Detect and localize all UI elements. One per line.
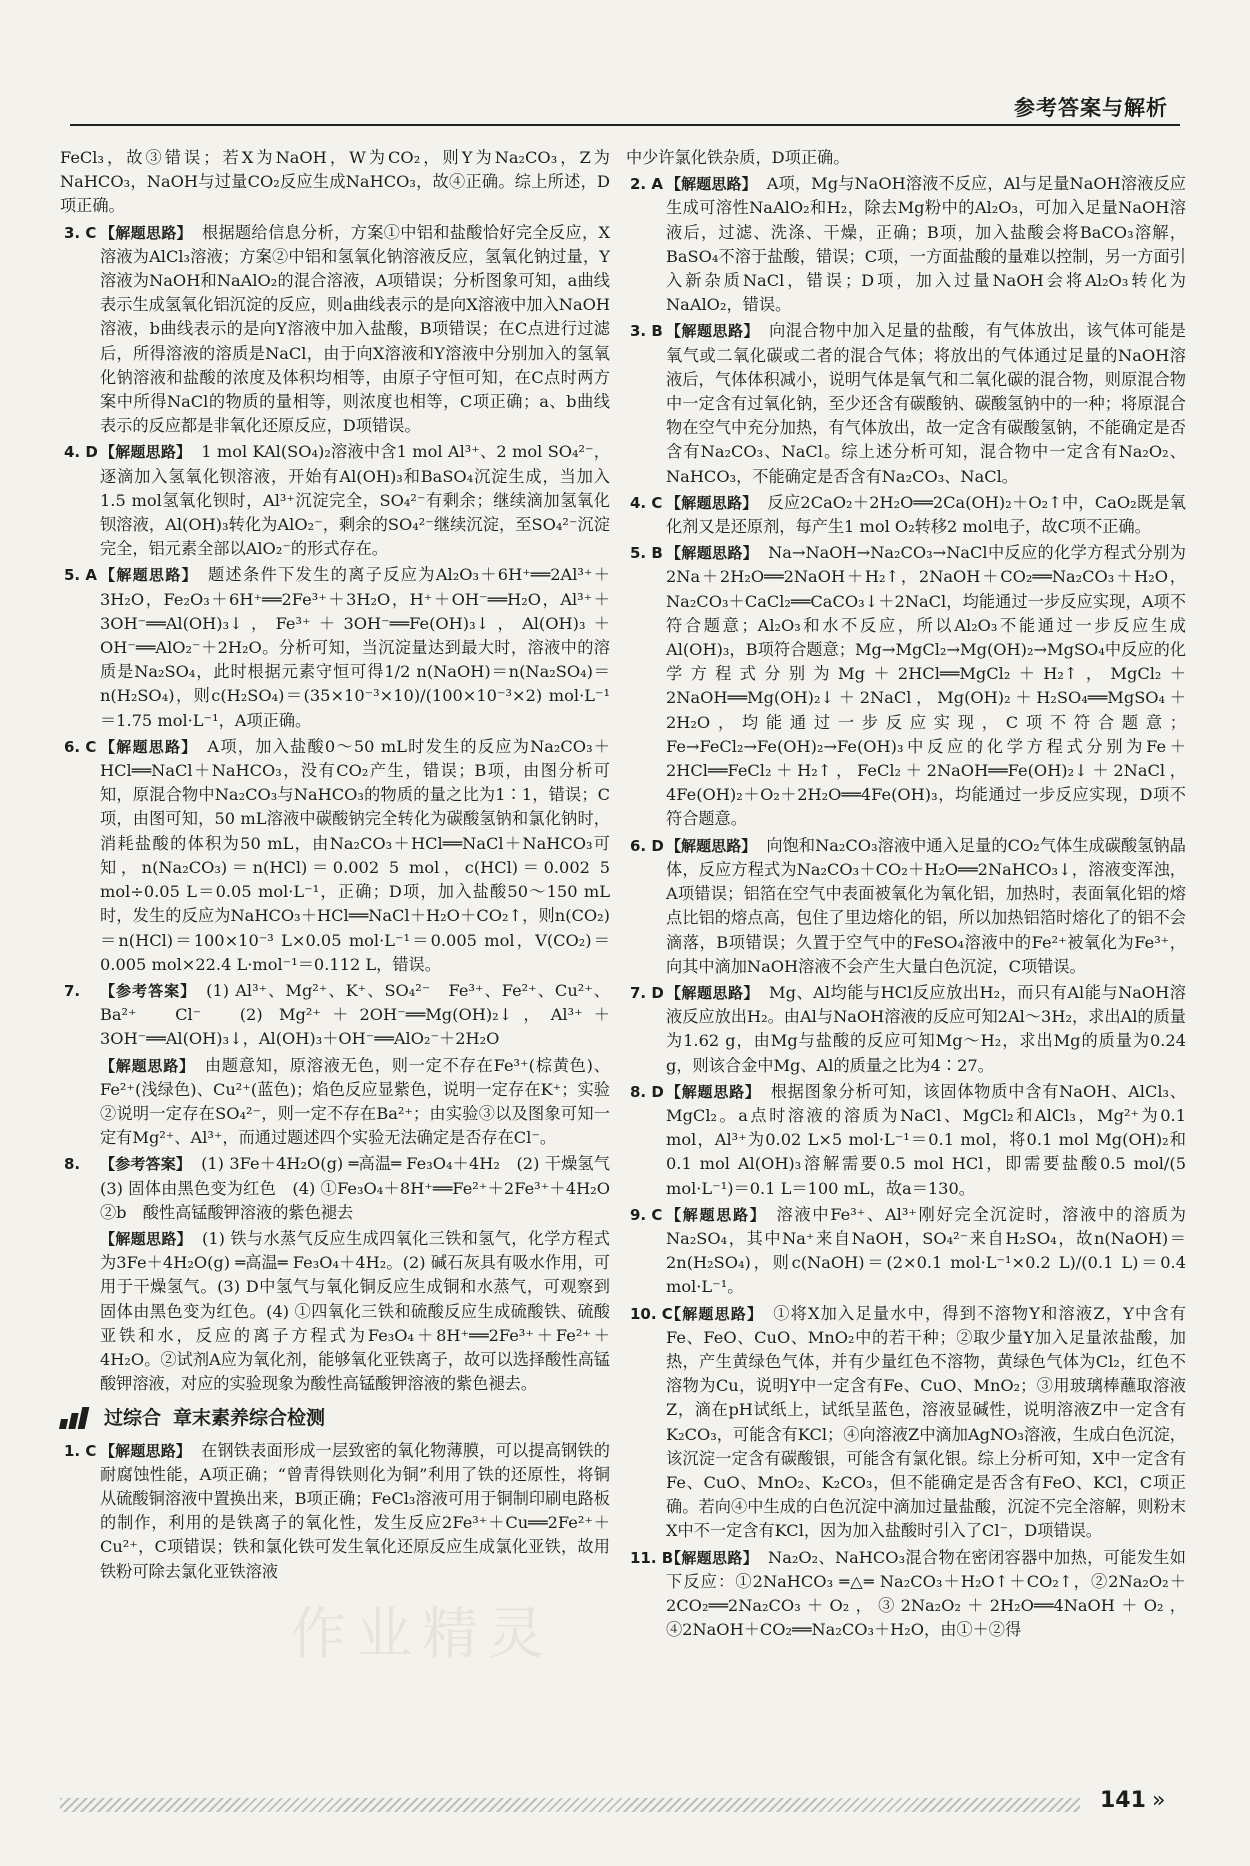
item-text: (1) Al³⁺、Mg²⁺、K⁺、SO₄²⁻ Fe³⁺、Fe²⁺、Cu²⁺、Ba²⁺ Cl⁻ (2) Mg²⁺＋2OH⁻══Mg(OH)₂↓，Al³⁺＋3OH⁻══Al(OH)₃↓，Al(OH)₃＋OH⁻══AlO₂⁻＋2H₂O (100, 980, 610, 1049)
item-text: 向混合物中加入足量的盐酸，有气体放出，该气体可能是氧气或二氧化碳或二者的混合气体；将放出的气体通过足量的NaOH溶液后，气体体积减小，说明气体是氧气和二氧化碳的混合物，则原混合物中一定含有过氧化钠，至少还含有碳酸钠、碳酸氢钠中的一种；将原混合物在空气中充分加热，有气体放出，故一定含有碳酸氢钠，不能确定是否含有Na₂CO₃、NaCl。综上述分析可知，混合物中一定含有Na₂O₂、NaHCO₃，不能确定是否含有Na₂CO₃、NaCl。 (666, 321, 1186, 486)
header-title: 参考答案与解析 (1014, 96, 1168, 120)
item-number: 8. (64, 1155, 81, 1174)
item-number: 2. A (630, 175, 663, 194)
item-text: 溶液中Fe³⁺、Al³⁺刚好完全沉淀时，溶液中的溶质为Na₂SO₄，其中Na⁺来自NaOH，SO₄²⁻来自H₂SO₄，故n(NaOH)＝2n(H₂SO₄)，则c(NaOH)＝(2×0.1 mol·L⁻¹×0.2 L)/(0.1 L)＝0.4 mol·L⁻¹。 (666, 1204, 1186, 1297)
item-text: 反应2CaO₂＋2H₂O══2Ca(OH)₂＋O₂↑中，CaO₂既是氧化剂又是还原剂，每产生1 mol O₂转移2 mol电子，故C项不正确。 (666, 492, 1186, 537)
item-tag: 【解题思路】 (666, 836, 757, 855)
item-tag: 【解题思路】 (666, 493, 758, 512)
section-header (60, 1406, 610, 1430)
left-intro: FeCl₃，故③错误；若X为NaOH，W为CO₂，则Y为Na₂CO₃，Z为NaHCO₃，NaOH与过量CO₂反应生成NaHCO₃，故④正确。综上所述，D项正确。 (60, 148, 610, 216)
item-tag: 【解题思路】 (666, 322, 760, 341)
section-items (60, 1439, 610, 1584)
item-number: 9. C (630, 1205, 663, 1224)
item-tag: 【解题思路】 (666, 1304, 764, 1323)
item-number: 6. C (64, 737, 97, 756)
item-tag: 【参考答案】 (100, 981, 197, 1000)
item-number: 7. D (630, 983, 664, 1002)
item-text: A项，加入盐酸0～50 mL时发生的反应为Na₂CO₃＋HCl══NaCl＋NaHCO₃，没有CO₂产生，错误；B项，由图分析可知，原混合物中Na₂CO₃与NaHCO₃的物质的量之比为1∶1，错误；C项，由图可知，50 mL溶液中碳酸钠完全转化为碳酸氢钠和氯化钠时，消耗盐酸的体积为50 mL，由Na₂CO₃＋HCl══NaCl＋NaHCO₃可知，n(Na₂CO₃)＝n(HCl)＝0.002 5 mol，c(HCl)＝0.002 5 mol÷0.05 L＝0.05 mol·L⁻¹，正确；D项，加入盐酸50～150 mL时，发生的反应为NaHCO₃＋HCl══NaCl＋H₂O＋CO₂↑，则n(CO₂)＝n(HCl)＝100×10⁻³ L×0.05 mol·L⁻¹＝0.005 mol，V(CO₂)＝0.005 mol×22.4 L·mol⁻¹＝0.112 L，错误。 (100, 736, 610, 974)
answer-item (626, 1080, 1186, 1201)
item-number: 5. B (630, 544, 663, 563)
item-text: 在钢铁表面形成一层致密的氧化物薄膜，可以提高钢铁的耐腐蚀性能，A项正确；“曾青得铁则化为铜”利用了铁的还原性，将铜从硫酸铜溶液中置换出来，B项正确；FeCl₃溶液可用于铜制印刷电路板的制作，利用的是铁离子的氧化性，发生反应2Fe³⁺＋Cu══2Fe²⁺＋Cu²⁺，C项错误；铁和氯化铁可发生氧化还原反应生成氯化亚铁，故用铁粉可除去氯化亚铁溶液 (100, 1440, 610, 1581)
item-tag: 【解题思路】 (666, 1548, 759, 1567)
item-tag: 【解题思路】 (666, 544, 759, 563)
answer-item (626, 541, 1186, 831)
item-number: 5. A (64, 566, 97, 585)
answer-item (626, 981, 1186, 1078)
right-intro: 中少许氯化铁杂质，D项正确。 (626, 148, 850, 167)
answer-item (626, 172, 1186, 317)
section-subtitle: 章末素养综合检测 (173, 1407, 326, 1430)
item-tag: 【解题思路】 (666, 1082, 761, 1101)
answer-item (60, 979, 610, 1052)
item-text: Na₂O₂、NaHCO₃混合物在密闭容器中加热，可能发生如下反应：①2NaHCO₃ ═△═ Na₂CO₃＋H₂O↑＋CO₂↑，②2Na₂O₂＋2CO₂══2Na₂CO₃＋O₂，③2Na₂O₂＋2H₂O══4NaOH＋O₂，④2NaOH＋CO₂══Na₂CO₃＋H₂O，由①＋②得 (666, 1547, 1186, 1640)
item-number: 10. C (630, 1304, 673, 1323)
answer-item (60, 1054, 610, 1151)
item-tag: 【解题思路】 (666, 175, 757, 194)
item-number: 6. D (630, 836, 664, 855)
item-text: Na→NaOH→Na₂CO₃→NaCl中反应的化学方程式分别为2Na＋2H₂O══2NaOH＋H₂↑，2NaOH＋CO₂══Na₂CO₃＋H₂O，Na₂CO₃＋CaCl₂══CaCO₃↓＋2NaCl，均能通过一步反应实现，A项不符合题意；Al₂O₃和水不反应，所以Al₂O₃不能通过一步反应生成Al(OH)₃，B项符合题意；Mg→MgCl₂→Mg(OH)₂→MgSO₄中反应的化学方程式分别为Mg＋2HCl══MgCl₂＋H₂↑，MgCl₂＋2NaOH══Mg(OH)₂↓＋2NaCl，Mg(OH)₂＋H₂SO₄══MgSO₄＋2H₂O，均能通过一步反应实现，C项不符合题意；Fe→FeCl₂→Fe(OH)₂→Fe(OH)₃中反应的化学方程式分别为Fe＋2HCl══FeCl₂＋H₂↑，FeCl₂＋2NaOH══Fe(OH)₂↓＋2NaCl，4Fe(OH)₂＋O₂＋2H₂O══4Fe(OH)₃，均能通过一步反应实现，D项不符合题意。 (666, 543, 1186, 829)
item-tag: 【解题思路】 (100, 737, 198, 756)
page-number: 141 (1100, 1788, 1146, 1813)
answer-item (626, 1203, 1186, 1300)
item-text: (1) 铁与水蒸气反应生成四氧化三铁和氢气，化学方程式为3Fe＋4H₂O(g) ═高温═ Fe₃O₄＋4H₂。(2) 碱石灰具有吸水作用，可用于干燥氢气。(3) D中氢气与氧化铜反应生成铜和水蒸气，可观察到固体由黑色变为红色。(4) ①四氧化三铁和硫酸反应生成硫酸铁、硫酸亚铁和水，反应的离子方程式为Fe₃O₄＋8H⁺══2Fe³⁺＋Fe²⁺＋4H₂O。②试剂A应为氧化剂，能够氧化亚铁离子，故可以选择酸性高锰酸钾溶液，对应的实验现象为酸性高锰酸钾溶液的紫色褪去。 (100, 1228, 610, 1394)
item-number: 3. C (64, 223, 97, 242)
item-tag: 【解题思路】 (100, 443, 192, 462)
item-text: 向饱和Na₂CO₃溶液中通入足量的CO₂气体生成碳酸氢钠晶体，反应方程式为Na₂CO₃＋CO₂＋H₂O══2NaHCO₃↓，溶液变浑浊，A项错误；铝箔在空气中表面被氧化为氧化铝，加热时，表面氧化铝的熔点比铝的熔点高，包住了里边熔化的铝，所以加热铝箔时熔化了的铝不会滴落，B项错误；久置于空气中的FeSO₄溶液中的Fe²⁺被氧化为Fe³⁺，向其中滴加NaOH溶液不会产生大量白色沉淀，C项错误。 (666, 835, 1186, 976)
item-tag: 【解题思路】 (100, 223, 192, 242)
item-tag: 【解题思路】 (100, 1056, 195, 1075)
item-tag: 【解题思路】 (666, 983, 760, 1002)
item-text: 由题意知，原溶液无色，则一定不存在Fe³⁺(棕黄色)、Fe²⁺(浅绿色)、Cu²⁺(蓝色)；焰色反应显紫色，说明一定存在K⁺；实验②说明一定存在SO₄²⁻，则一定不存在Ba²⁺；由实验③以及图象可知一定有Mg²⁺、Al³⁺，而通过题述四个实验无法确定是否存在Cl⁻。 (100, 1055, 610, 1148)
item-number: 11. B (630, 1548, 674, 1567)
item-text: Mg、Al均能与HCl反应放出H₂，而只有Al能与NaOH溶液反应放出H₂。由Al与NaOH溶液的反应可知2Al～3H₂，求出Al的质量为1.62 g，由Mg与盐酸的反应可知Mg～H₂，求出Mg的质量为0.24 g，则该合金中Mg、Al的质量之比为4∶27。 (666, 982, 1186, 1075)
right-items (626, 172, 1186, 1642)
item-number: 7. (64, 981, 81, 1000)
answer-item (60, 221, 610, 439)
answer-item (60, 735, 610, 977)
item-tag: 【参考答案】 (100, 1155, 192, 1174)
right-column (626, 146, 1186, 1644)
item-tag: 【解题思路】 (666, 1205, 767, 1224)
item-tag: 【解题思路】 (100, 566, 199, 585)
answer-item (60, 440, 610, 561)
item-tag: 【解题思路】 (100, 1229, 192, 1248)
next-arrow-icon: » (1152, 1788, 1166, 1813)
bars-icon (60, 1407, 96, 1429)
item-text: ①将X加入足量水中，得到不溶物Y和溶液Z，Y中含有Fe、FeO、CuO、MnO₂中的若干种；②取少量Y加入足量浓盐酸，加热，产生黄绿色气体，并有少量红色不溶物，黄绿色气体为Cl₂，红色不溶物为Cu，说明Y中一定含有Fe、CuO、MnO₂；③用玻璃棒蘸取溶液Z，滴在pH试纸上，试纸呈蓝色，溶液显碱性，说明溶液Z中一定含有K₂CO₃，可能含有KCl；④向溶液Z中滴加AgNO₃溶液，生成白色沉淀，该沉淀一定含有碳酸银，可能含有氯化银。综上分析可知，X中一定含有Fe、CuO、MnO₂、K₂CO₃，但不能确定是否含有FeO、KCl，C项正确。若向④中生成的白色沉淀中滴加过量盐酸，沉淀不完全溶解，则粉末X中不一定含有KCl，因为加入盐酸时引入了Cl⁻，D项错误。 (666, 1303, 1186, 1541)
item-number: 4. C (630, 493, 663, 512)
item-text: 根据题给信息分析，方案①中铝和盐酸恰好完全反应，X溶液为AlCl₃溶液；方案②中铝和氢氧化钠溶液反应，氢氧化钠过量，Y溶液为NaOH和NaAlO₂的混合溶液，A项错误；分析图象可知，a曲线表示生成氢氧化铝沉淀的反应，则a曲线表示的是向X溶液中加入NaOH溶液，b曲线表示的是向Y溶液中加入盐酸，B项错误；在C点进行过滤后，所得溶液的溶质是NaCl，由于向X溶液和Y溶液中分别加入的氢氧化钠溶液和盐酸的浓度及体积均相等，由原子守恒可知，在C点时两方案中所得NaCl的物质的量相等，则浓度也相等，C项正确；a、b曲线表示的反应都是非氧化还原反应，D项错误。 (100, 222, 610, 436)
item-text: 题述条件下发生的离子反应为Al₂O₃＋6H⁺══2Al³⁺＋3H₂O，Fe₂O₃＋6H⁺══2Fe³⁺＋3H₂O，H⁺＋OH⁻══H₂O，Al³⁺＋3OH⁻══Al(OH)₃↓，Fe³⁺＋3OH⁻══Fe(OH)₃↓，Al(OH)₃＋OH⁻══AlO₂⁻＋2H₂O。分析可知，当沉淀量达到最大时，溶液中的溶质是Na₂SO₄，此时根据元素守恒可得1/2 n(NaOH)＝n(Na₂SO₄)＝n(H₂SO₄)，则c(H₂SO₄)＝(35×10⁻³×10)/(100×10⁻³×2) mol·L⁻¹＝1.75 mol·L⁻¹，A项正确。 (100, 565, 610, 730)
item-number: 1. C (64, 1441, 97, 1460)
page-header (70, 88, 1180, 126)
item-number: 8. D (630, 1082, 664, 1101)
footer-bar (60, 1798, 1080, 1812)
answer-item (626, 834, 1186, 979)
item-tag: 【解题思路】 (100, 1441, 192, 1460)
answer-item (626, 319, 1186, 488)
answer-item (60, 1439, 610, 1584)
left-items (60, 221, 627, 1397)
answer-item (626, 1302, 1186, 1544)
left-column (60, 146, 627, 1586)
answer-item (626, 491, 1186, 539)
item-number: 3. B (630, 322, 663, 341)
section-title: 过综合 (104, 1407, 162, 1430)
watermark: 作业精灵 (290, 1602, 554, 1667)
item-number: 4. D (64, 443, 98, 462)
item-text: 根据图象分析可知，该固体物质中含有NaOH、AlCl₃、MgCl₂。a点时溶液的溶质为NaCl、MgCl₂和AlCl₃，Mg²⁺为0.1 mol，Al³⁺为0.02 L×5 mol·L⁻¹＝0.1 mol，将0.1 mol Mg(OH)₂和0.1 mol Al(OH)₃溶解需要0.5 mol HCl，即需要盐酸0.5 mol/(5 mol·L⁻¹)＝0.1 L＝100 mL，故a＝130。 (666, 1081, 1186, 1198)
answer-item (60, 1152, 627, 1225)
item-text: A项，Mg与NaOH溶液不反应，Al与足量NaOH溶液反应生成可溶性NaAlO₂和H₂，除去Mg粉中的Al₂O₃，可加入足量NaOH溶液后，过滤、洗涤、干燥，正确；B项，加入盐酸会将BaCO₃溶解，BaSO₄不溶于盐酸，错误；C项，一方面盐酸的量难以控制，另一方面引入新杂质NaCl，错误；D项，加入过量NaOH会将Al₂O₃转化为NaAlO₂，错误。 (666, 174, 1186, 315)
answer-item (60, 563, 610, 732)
answer-item (626, 1546, 1186, 1643)
item-text: 1 mol KAl(SO₄)₂溶液中含1 mol Al³⁺、2 mol SO₄²⁻，逐滴加入氢氧化钡溶液，开始有Al(OH)₃和BaSO₄沉淀生成，当加入1.5 mol氢氧化钡时，Al³⁺沉淀完全，SO₄²⁻有剩余；继续滴加氢氧化钡溶液，Al(OH)₃转化为AlO₂⁻，剩余的SO₄²⁻继续沉淀，至SO₄²⁻沉淀完全，铝元素全部以AlO₂⁻的形式存在。 (100, 442, 610, 559)
answer-item (60, 1227, 610, 1396)
item-text: (1) 3Fe＋4H₂O(g) ═高温═ Fe₃O₄＋4H₂ (2) 干燥氢气 (3) 固体由黑色变为红色 (4) ①Fe₃O₄＋8H⁺══Fe²⁺＋2Fe³⁺＋4H₂O ②b 酸性高锰酸钾溶液的紫色褪去 (100, 1154, 627, 1222)
